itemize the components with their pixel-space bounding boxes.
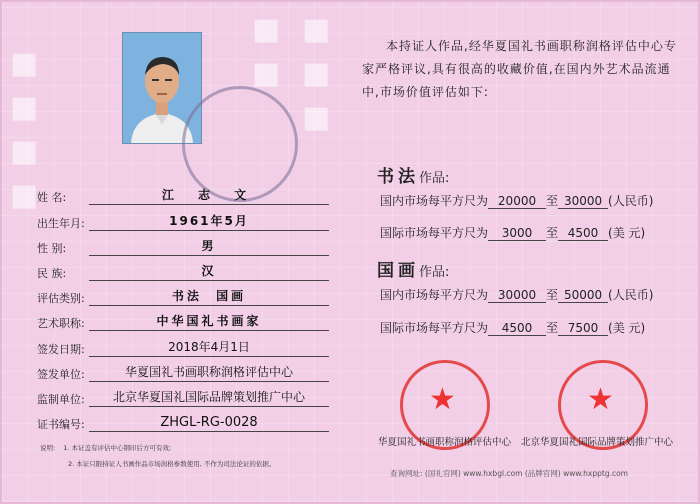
calligraphy-domestic-max: 30000 bbox=[558, 194, 608, 209]
supervisor-row bbox=[37, 388, 305, 407]
painting-domestic-price bbox=[380, 286, 653, 303]
gender-value: 男 bbox=[89, 237, 329, 256]
calligraphy-intl-max: 4500 bbox=[558, 226, 608, 241]
title-label: 艺术职称: bbox=[37, 317, 85, 330]
painting-intl-label: 国际市场每平方尺为 bbox=[380, 321, 489, 335]
painting-domestic-unit: (人民币) bbox=[608, 288, 654, 302]
painting-intl-price bbox=[380, 319, 645, 336]
calligraphy-intl-price bbox=[380, 224, 645, 241]
to-label: 至 bbox=[546, 288, 559, 302]
ethnicity-row bbox=[37, 262, 217, 281]
issue-date-value: 2018年4月1日 bbox=[89, 338, 329, 357]
title-value: 中华国礼书画家 bbox=[89, 312, 329, 331]
supervisor-value: 北京华夏国礼国际品牌策划推广中心 bbox=[89, 388, 329, 407]
painting-suffix: 作品: bbox=[419, 265, 450, 280]
cert-no-value: ZHGL-RG-0028 bbox=[89, 415, 329, 432]
notes-heading: 说明: bbox=[40, 444, 56, 452]
issue-date-label: 签发日期: bbox=[37, 343, 85, 356]
right-seal-caption: 北京华夏国礼国际品牌策划推广中心 bbox=[521, 437, 674, 448]
notes bbox=[40, 440, 275, 472]
to-label: 至 bbox=[546, 321, 559, 335]
painting-intl-max: 7500 bbox=[558, 321, 608, 336]
to-label: 至 bbox=[546, 194, 559, 208]
calligraphy-domestic-min: 20000 bbox=[488, 194, 546, 209]
birth-value: 1961年5月 bbox=[89, 212, 329, 231]
gender-label: 性 别: bbox=[37, 242, 67, 255]
star-icon: ★ bbox=[587, 382, 614, 417]
supervisor-label: 监制单位: bbox=[37, 393, 85, 406]
category-label: 评估类别: bbox=[37, 292, 85, 305]
birth-row bbox=[37, 212, 249, 231]
ethnicity-label: 民 族: bbox=[37, 267, 67, 280]
watermark-pattern: ■ ■ ■ bbox=[302, 12, 331, 135]
title-row bbox=[37, 312, 262, 331]
category-value: 书法 国画 bbox=[89, 287, 329, 306]
painting-intl-unit: (美 元) bbox=[608, 321, 646, 335]
category-row bbox=[37, 287, 247, 306]
painting-domestic-label: 国内市场每平方尺为 bbox=[380, 288, 489, 302]
note-2: 2. 本证只限持证人书画作品市场润格参数使用, 不作为司法论证的依据。 bbox=[68, 460, 276, 468]
issuer-value: 华夏国礼书画职称润格评估中心 bbox=[89, 363, 329, 382]
calligraphy-domestic-price bbox=[380, 192, 653, 209]
calligraphy-domestic-label: 国内市场每平方尺为 bbox=[380, 194, 489, 208]
cert-no-row bbox=[37, 413, 258, 432]
name-row bbox=[37, 186, 257, 205]
painting-domestic-min: 30000 bbox=[488, 288, 546, 303]
birth-label: 出生年月: bbox=[37, 217, 85, 230]
note-1: 1. 本证盖有评估中心钢印后方可有效; bbox=[63, 444, 172, 452]
cert-no-label: 证书编号: bbox=[37, 418, 85, 431]
to-label: 至 bbox=[546, 226, 559, 240]
painting-intl-min: 4500 bbox=[488, 321, 546, 336]
calligraphy-intl-unit: (美 元) bbox=[608, 226, 646, 240]
left-seal-caption: 华夏国礼书画职称润格评估中心 bbox=[378, 437, 512, 448]
name-label: 姓 名: bbox=[37, 191, 67, 204]
issuer-label: 签发单位: bbox=[37, 368, 85, 381]
calligraphy-title: 书法 bbox=[377, 167, 419, 187]
intro-paragraph: 本持证人作品,经华夏国礼书画职称润格评估中心专家严格评议,具有很高的收藏价值,在国内外艺术品流通中,市场价值评估如下: bbox=[362, 39, 677, 99]
watermark-pattern: ■ ■ bbox=[252, 12, 281, 91]
painting-domestic-max: 50000 bbox=[558, 288, 608, 303]
painting-title: 国画 bbox=[377, 261, 419, 281]
painting-heading bbox=[377, 256, 449, 281]
name-value: 江 志 文 bbox=[89, 186, 329, 205]
gender-row bbox=[37, 237, 217, 256]
footer-urls: 查询网址: (国礼官网) www.hxbgl.com (品牌官网) www.hxpptg.com bbox=[390, 469, 628, 478]
calligraphy-domestic-unit: (人民币) bbox=[608, 194, 654, 208]
star-icon: ★ bbox=[429, 382, 456, 417]
ethnicity-value: 汉 bbox=[89, 262, 329, 281]
issue-date-row bbox=[37, 338, 250, 357]
embossed-seal bbox=[182, 86, 298, 202]
calligraphy-intl-min: 3000 bbox=[488, 226, 546, 241]
calligraphy-intl-label: 国际市场每平方尺为 bbox=[380, 226, 489, 240]
issuer-row bbox=[37, 363, 293, 382]
calligraphy-suffix: 作品: bbox=[419, 171, 450, 186]
watermark-pattern: ■ ■ ■ ■ bbox=[10, 46, 39, 213]
calligraphy-heading bbox=[377, 162, 449, 187]
